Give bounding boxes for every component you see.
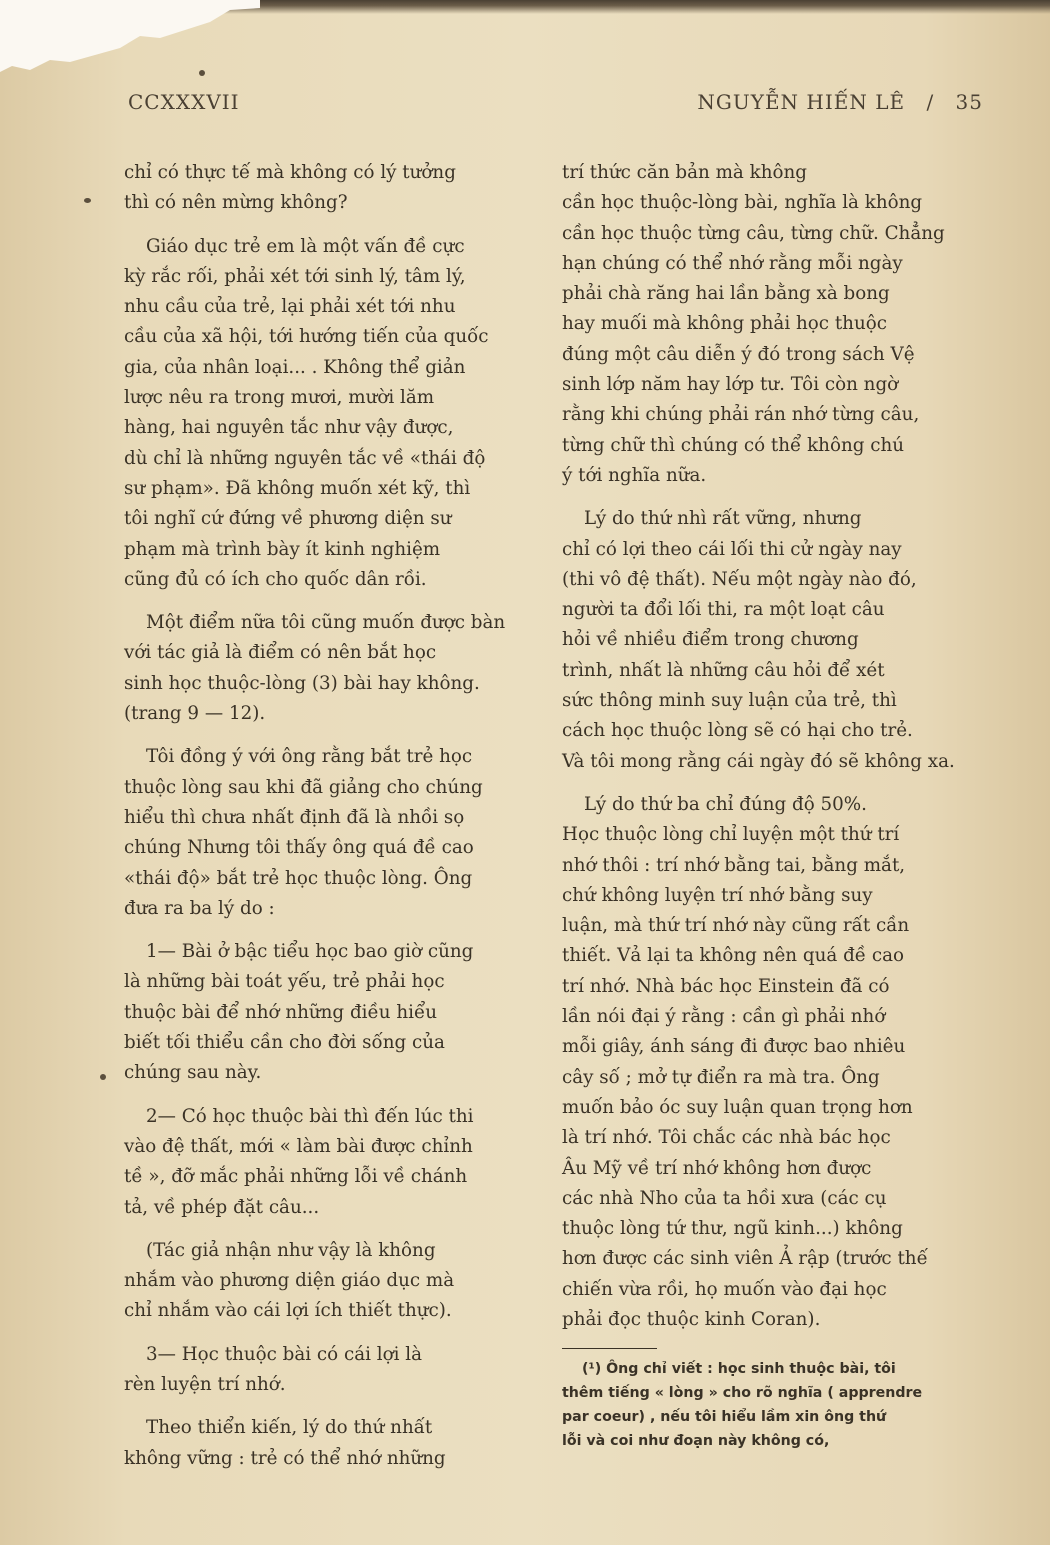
paragraph: Lý do thứ nhì rất vững, nhưng chỉ có lợi theo cái lối thi cử ngày nay (thi vô đệ thất). Nếu một ngày nào đó, người ta đổi lối thi, ra một loạt câu hỏi về nhiều điểm trong chương trình, nhất là những câu hỏi để xét sức thông minh suy luận của trẻ, thì cách học thuộc lòng sẽ có hại cho trẻ. Và tôi mong rằng cái ngày đó sẽ không xa.	[562, 508, 955, 772]
running-header	[697, 90, 983, 114]
ink-speck	[84, 198, 91, 203]
paragraph: 2— Có học thuộc bài thì đến lúc thi vào đệ thất, mới « làm bài được chỉnh tề », đỡ mắc phải những lỗi về chánh tả, về phép đặt câu...	[124, 1105, 474, 1218]
paragraph: Tôi đồng ý với ông rằng bắt trẻ học thuộc lòng sau khi đã giảng cho chúng hiểu thì chưa nhất định đã là nhồi sọ chúng Nhưng tôi thấy ông quá đề cao «thái độ» bắt trẻ học thuộc lòng. Ông đưa ra ba lý do :	[124, 746, 483, 919]
page-header	[128, 90, 983, 120]
paragraph: 1— Bài ở bậc tiểu học bao giờ cũng là những bài toát yếu, trẻ phải học thuộc bài để nhớ những điều hiểu biết tối thiểu cần cho đời sống của chúng sau này.	[124, 941, 474, 1084]
paragraph: Lý do thứ ba chỉ đúng độ 50%. Học thuộc lòng chỉ luyện một thứ trí nhớ thôi : trí nhớ bằng tai, bằng mắt, chứ không luyện trí nhớ bằng suy luận, mà thứ trí nhớ này cũng rất cần thiết. Vả lại ta không nên quá đề cao trí nhớ. Nhà bác học Einstein đã có lần nói đại ý rằng : cần gì phải nhớ mỗi giây, ánh sáng đi được bao nhiêu cây số ; mở tự điển ra mà tra. Ông muốn bảo óc suy luận quan trọng hơn là trí nhớ. Tôi chắc các nhà bác học Âu Mỹ về trí nhớ không hơn được các nhà Nho của ta hồi xưa (các cụ thuộc lòng tứ thư, ngũ kinh...) không hơn được các sinh viên Ả rập (trước thế chiến vừa rồi, họ muốn vào đại học phải đọc thuộc kinh Coran).	[562, 793, 928, 1330]
paragraph: Một điểm nữa tôi cũng muốn được bàn với tác giả là điểm có nên bắt học sinh học thuộc-lòng (3) bài hay không. (trang 9 — 12).	[124, 612, 506, 725]
page-number: 35	[955, 90, 983, 114]
paragraph: Giáo dục trẻ em là một vấn đề cực kỳ rắc rối, phải xét tới sinh lý, tâm lý, nhu cầu của trẻ, lại phải xét tới nhu cầu của xã hội, tới hướng tiến của quốc gia, của nhân loại... . Không thể giản lược nêu ra trong mươi, mười lăm hàng, hai nguyên tắc như vậy được, dù chỉ là những nguyên tắc về «thái độ sư phạm». Đã không muốn xét kỹ, thì tôi nghĩ cứ đứng về phương diện sư phạm mà trình bày ít kinh nghiệm cũng đủ có ích cho quốc dân rồi.	[124, 235, 489, 590]
footnote-divider	[562, 1348, 657, 1349]
ink-speck	[100, 1074, 106, 1080]
paragraph: trí thức căn bản mà không cần học thuộc-lòng bài, nghĩa là không cần học thuộc từng câu, từng chữ. Chẳng hạn chúng có thể nhớ rằng mỗi ngày phải chà răng hai lần bằng xà bong hay muối mà không phải học thuộc đúng một câu diễn ý đó trong sách Vệ sinh lớp năm hay lớp tư. Tôi còn ngờ rằng khi chúng phải rán nhớ từng câu, từng chữ thì chúng có thể không chú ý tới nghĩa nữa.	[562, 162, 945, 486]
running-title: NGUYỄN HIẾN LÊ	[697, 90, 906, 114]
left-column	[124, 158, 536, 1487]
paragraph: (Tác giả nhận như vậy là không nhắm vào phương diện giáo dục mà chỉ nhắm vào cái lợi ích thiết thực).	[124, 1239, 455, 1322]
section-number: CCXXXVII	[128, 90, 240, 114]
torn-corner	[0, 0, 260, 80]
right-column	[562, 158, 980, 1453]
ink-speck	[199, 70, 205, 76]
paragraph: 3— Học thuộc bài có cái lợi là rèn luyện trí nhớ.	[124, 1343, 423, 1395]
header-separator: /	[926, 90, 935, 114]
paragraph: chỉ có thực tế mà không có lý tưởng thì có nên mừng không?	[124, 162, 456, 214]
footnote: (¹) Ông chỉ viết : học sinh thuộc bài, tôi thêm tiếng « lòng » cho rõ nghĩa ( apprendre par coeur) , nếu tôi hiểu lầm xin ông thứ lỗi và coi như đoạn này không có,	[562, 1361, 923, 1450]
paragraph: Theo thiển kiến, lý do thứ nhất không vững : trẻ có thể nhớ những	[124, 1417, 446, 1469]
